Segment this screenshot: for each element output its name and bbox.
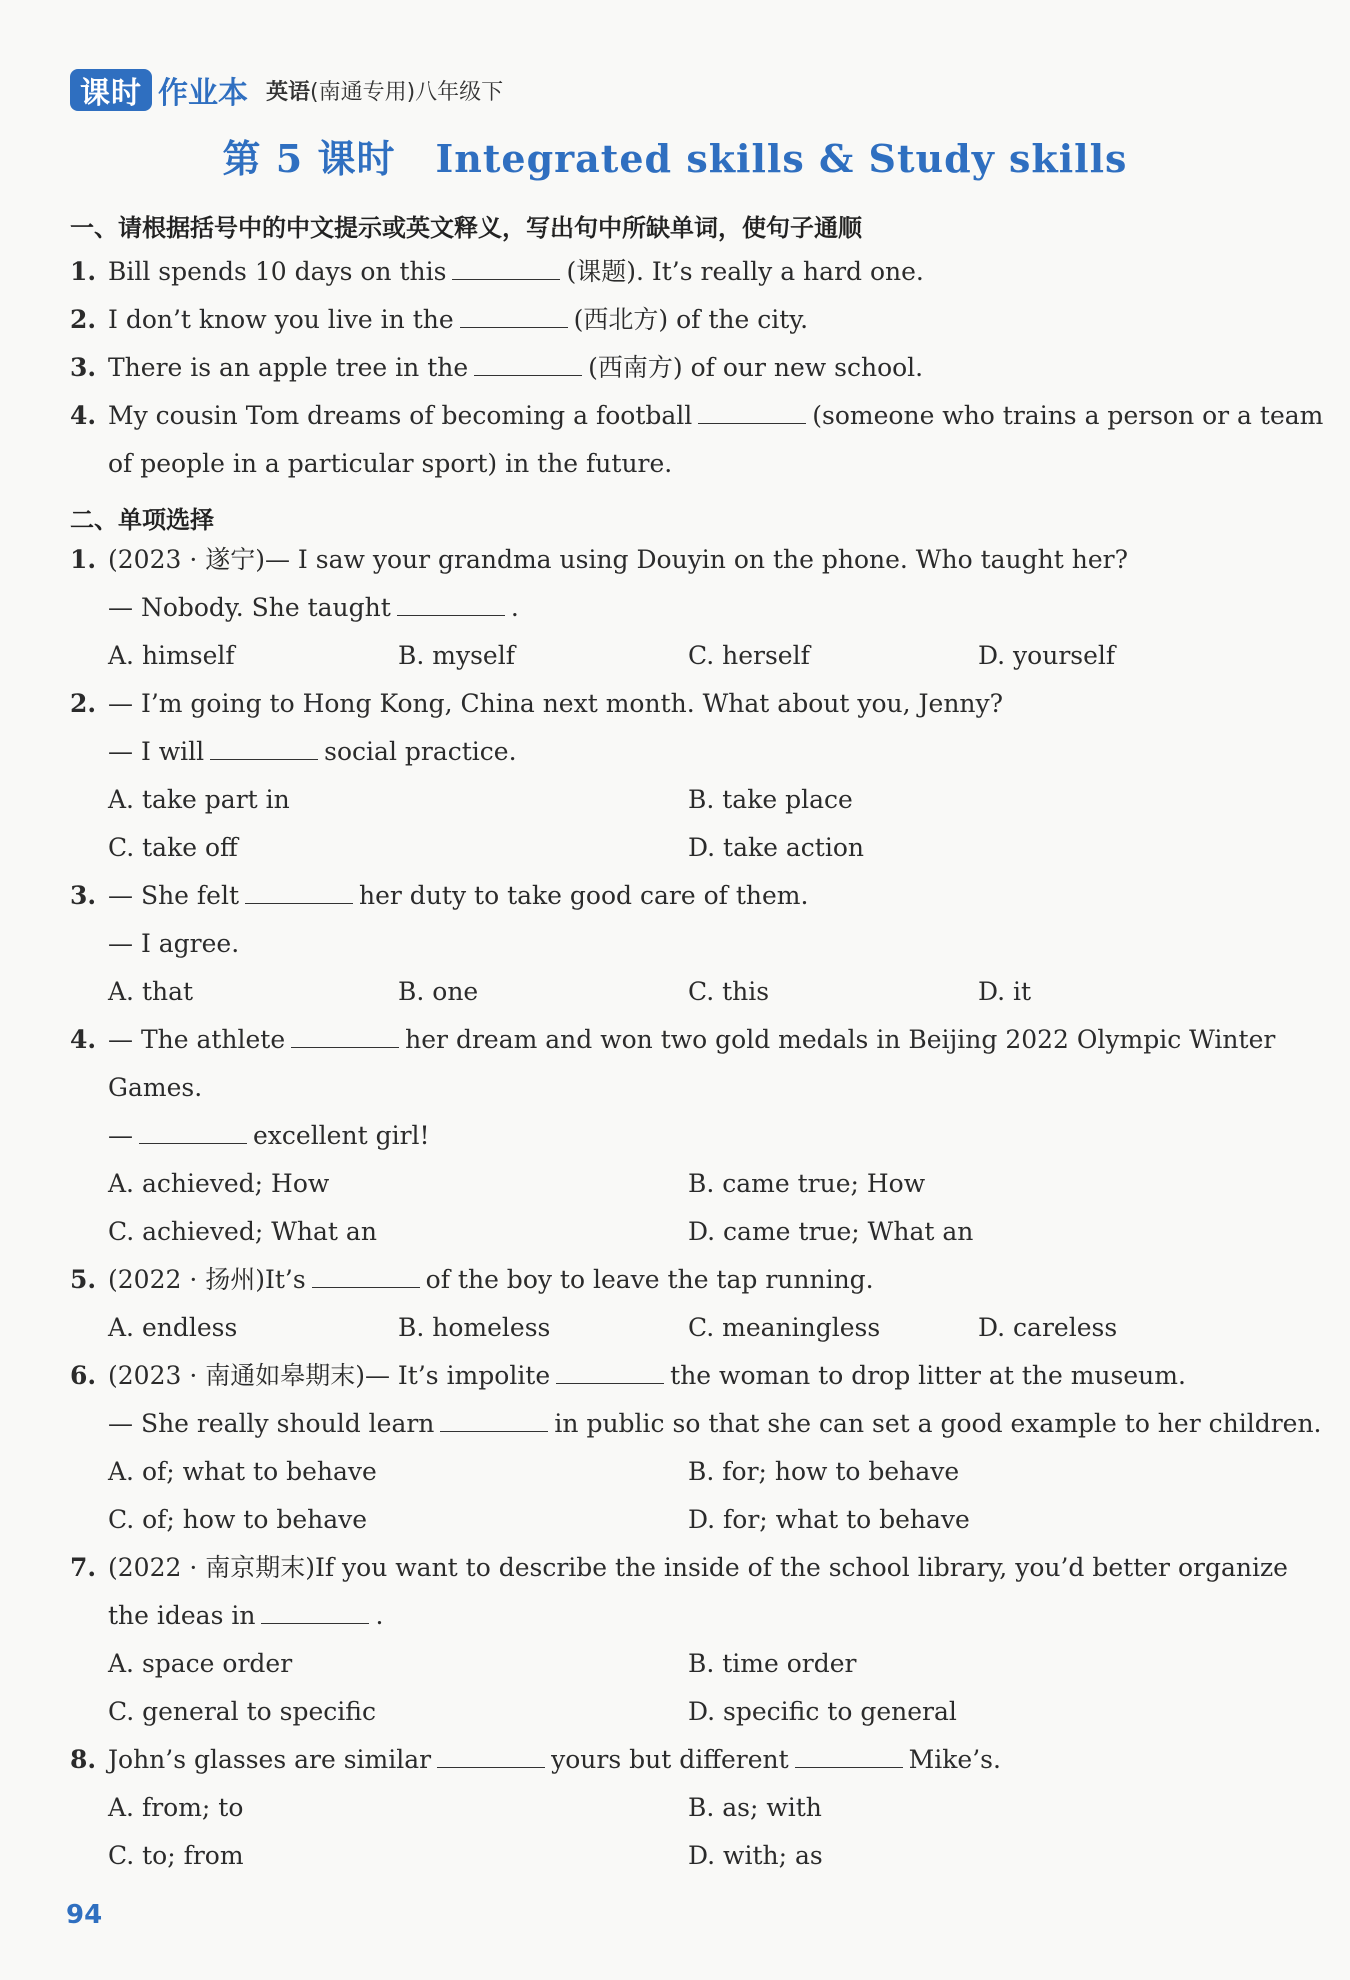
answer-blank[interactable] bbox=[312, 1265, 420, 1288]
options-row bbox=[108, 1648, 1270, 1680]
question-text: There is an apple tree in the bbox=[108, 353, 469, 382]
answer-blank[interactable] bbox=[795, 1745, 903, 1768]
question-number: 1. bbox=[70, 257, 97, 286]
options-row bbox=[108, 1168, 1270, 1200]
question-text: My cousin Tom dreams of becoming a football bbox=[108, 401, 693, 430]
question-continuation: of people in a particular sport) in the future. bbox=[108, 449, 673, 478]
answer-blank[interactable] bbox=[440, 1409, 548, 1432]
option-c[interactable]: C. to; from bbox=[108, 1841, 244, 1870]
option-b[interactable]: B. one bbox=[398, 977, 479, 1006]
option-c[interactable]: C. achieved; What an bbox=[108, 1217, 377, 1246]
page-number: 94 bbox=[66, 1900, 103, 1930]
options-row bbox=[108, 1792, 1270, 1824]
option-c[interactable]: C. this bbox=[688, 977, 770, 1006]
option-c[interactable]: C. take off bbox=[108, 833, 238, 862]
section-heading: 一、请根据括号中的中文提示或英文释义，写出句中所缺单词，使句子通顺 bbox=[70, 214, 862, 242]
option-b[interactable]: B. for; how to behave bbox=[688, 1457, 960, 1486]
option-c[interactable]: C. meaningless bbox=[688, 1313, 881, 1342]
option-c[interactable]: C. general to specific bbox=[108, 1697, 376, 1726]
answer-blank[interactable] bbox=[698, 401, 806, 424]
answer-blank[interactable] bbox=[556, 1361, 664, 1384]
option-d[interactable]: D. yourself bbox=[978, 641, 1116, 670]
question-row: — I agree. bbox=[108, 929, 240, 958]
question-text: — The athlete bbox=[108, 1025, 286, 1054]
question-text: (2022 · 扬州)It’s bbox=[108, 1265, 306, 1294]
answer-blank[interactable] bbox=[210, 737, 318, 760]
option-a[interactable]: A. from; to bbox=[108, 1793, 244, 1822]
question-text: . bbox=[510, 593, 519, 622]
option-c[interactable]: C. of; how to behave bbox=[108, 1505, 368, 1534]
question-text: Bill spends 10 days on this bbox=[108, 257, 447, 286]
option-b[interactable]: B. came true; How bbox=[688, 1169, 926, 1198]
question-row bbox=[70, 1408, 1322, 1440]
question-row bbox=[70, 304, 1280, 336]
question-text: (课题). It’s really a hard one. bbox=[566, 257, 924, 286]
question-number: 4. bbox=[70, 401, 97, 430]
option-d[interactable]: D. came true; What an bbox=[688, 1217, 974, 1246]
option-d[interactable]: D. specific to general bbox=[688, 1697, 957, 1726]
question-text: . bbox=[375, 1601, 384, 1630]
option-b[interactable]: B. homeless bbox=[398, 1313, 551, 1342]
option-d[interactable]: D. take action bbox=[688, 833, 864, 862]
option-a[interactable]: A. achieved; How bbox=[108, 1169, 330, 1198]
options-row bbox=[108, 1504, 1270, 1536]
question-text: — She felt bbox=[108, 881, 240, 910]
option-a[interactable]: A. of; what to behave bbox=[108, 1457, 377, 1486]
question-text: of the boy to leave the tap running. bbox=[425, 1265, 874, 1294]
question-text: in public so that she can set a good example to her children. bbox=[554, 1409, 1322, 1438]
answer-blank[interactable] bbox=[291, 1025, 399, 1048]
option-b[interactable]: B. myself bbox=[398, 641, 515, 670]
question-row bbox=[70, 400, 1324, 432]
question-text: — Nobody. She taught bbox=[108, 593, 391, 622]
question-number: 1. bbox=[70, 545, 97, 574]
option-a[interactable]: A. that bbox=[108, 977, 194, 1006]
answer-blank[interactable] bbox=[452, 257, 560, 280]
options-row bbox=[108, 640, 1270, 672]
section-heading: 二、单项选择 bbox=[70, 506, 214, 534]
options-row bbox=[108, 832, 1270, 864]
edition-label: (南通专用)八年级下 bbox=[310, 79, 504, 105]
option-b[interactable]: B. take place bbox=[688, 785, 853, 814]
subject-name: 英语 bbox=[266, 79, 311, 105]
question-text: (2023 · 南通如皋期末)— It’s impolite bbox=[108, 1361, 551, 1390]
question-row bbox=[70, 1024, 1280, 1056]
question-row bbox=[70, 352, 1280, 384]
question-number: 2. bbox=[70, 689, 97, 718]
question-text: the woman to drop litter at the museum. bbox=[670, 1361, 1186, 1390]
answer-blank[interactable] bbox=[474, 353, 582, 376]
question-text: her duty to take good care of them. bbox=[359, 881, 809, 910]
question-text: yours but different bbox=[551, 1745, 789, 1774]
answer-blank[interactable] bbox=[139, 1121, 247, 1144]
question-row bbox=[70, 1120, 1280, 1152]
question-row bbox=[70, 1264, 1280, 1296]
question-number: 5. bbox=[70, 1265, 97, 1294]
option-a[interactable]: A. space order bbox=[108, 1649, 293, 1678]
option-b[interactable]: B. as; with bbox=[688, 1793, 822, 1822]
options-row bbox=[108, 1696, 1270, 1728]
lesson-topic: Integrated skills & Study skills bbox=[435, 136, 1128, 181]
option-d[interactable]: D. careless bbox=[978, 1313, 1118, 1342]
option-a[interactable]: A. endless bbox=[108, 1313, 238, 1342]
question-number: 3. bbox=[70, 881, 97, 910]
option-d[interactable]: D. for; what to behave bbox=[688, 1505, 970, 1534]
question-row bbox=[70, 880, 1280, 912]
options-row bbox=[108, 784, 1270, 816]
options-row bbox=[108, 1216, 1270, 1248]
question-row bbox=[70, 1600, 1280, 1632]
question-row bbox=[70, 688, 1280, 720]
lesson-number: 第 5 课时 bbox=[222, 136, 396, 181]
question-row bbox=[70, 1360, 1280, 1392]
question-number: 8. bbox=[70, 1745, 97, 1774]
question-row bbox=[70, 592, 1280, 624]
question-number: 3. bbox=[70, 353, 97, 382]
option-d[interactable]: D. with; as bbox=[688, 1841, 823, 1870]
question-text: social practice. bbox=[324, 737, 517, 766]
question-row bbox=[70, 736, 1280, 768]
options-row bbox=[108, 976, 1270, 1008]
page-header bbox=[70, 66, 503, 114]
question-text: excellent girl! bbox=[253, 1121, 430, 1150]
question-text: her dream and won two gold medals in Beijing 2022 Olympic Winter bbox=[405, 1025, 1276, 1054]
question-number: 4. bbox=[70, 1025, 97, 1054]
question-continuation: Games. bbox=[108, 1073, 203, 1102]
question-text: — I’m going to Hong Kong, China next month. What about you, Jenny? bbox=[108, 689, 1004, 718]
lesson-title bbox=[0, 128, 1350, 183]
question-text: (someone who trains a person or a team bbox=[812, 401, 1324, 430]
question-number: 6. bbox=[70, 1361, 97, 1390]
answer-blank[interactable] bbox=[397, 593, 505, 616]
answer-blank[interactable] bbox=[245, 881, 353, 904]
option-d[interactable]: D. it bbox=[978, 977, 1032, 1006]
option-c[interactable]: C. herself bbox=[688, 641, 810, 670]
question-row bbox=[70, 1744, 1280, 1776]
question-text: Mike’s. bbox=[908, 1745, 1001, 1774]
question-row bbox=[70, 544, 1280, 576]
question-text: (2022 · 南京期末)If you want to describe the inside of the school library, you’d better organize bbox=[108, 1553, 1288, 1582]
question-number: 7. bbox=[70, 1553, 97, 1582]
question-text: the ideas in bbox=[108, 1601, 256, 1630]
question-text: (西南方) of our new school. bbox=[588, 353, 924, 382]
option-a[interactable]: A. take part in bbox=[108, 785, 290, 814]
question-text: — I will bbox=[108, 737, 205, 766]
question-text: (2023 · 遂宁)— I saw your grandma using Douyin on the phone. Who taught her? bbox=[108, 545, 1128, 574]
answer-blank[interactable] bbox=[437, 1745, 545, 1768]
question-text: John’s glasses are similar bbox=[108, 1745, 432, 1774]
question-row bbox=[70, 1552, 1288, 1584]
question-text: — bbox=[108, 1121, 133, 1150]
brand-logo: 课时 bbox=[70, 69, 152, 111]
question-row bbox=[70, 256, 1280, 288]
option-b[interactable]: B. time order bbox=[688, 1649, 857, 1678]
question-text: (西北方) of the city. bbox=[573, 305, 809, 334]
answer-blank[interactable] bbox=[460, 305, 568, 328]
question-text: I don’t know you live in the bbox=[108, 305, 454, 334]
options-row bbox=[108, 1840, 1270, 1872]
options-row bbox=[108, 1312, 1270, 1344]
question-text: — She really should learn bbox=[108, 1409, 435, 1438]
subject-label bbox=[266, 75, 503, 106]
question-number: 2. bbox=[70, 305, 97, 334]
brand-name: 作业本 bbox=[158, 76, 248, 111]
options-row bbox=[108, 1456, 1270, 1488]
answer-blank[interactable] bbox=[261, 1601, 369, 1624]
option-a[interactable]: A. himself bbox=[108, 641, 235, 670]
